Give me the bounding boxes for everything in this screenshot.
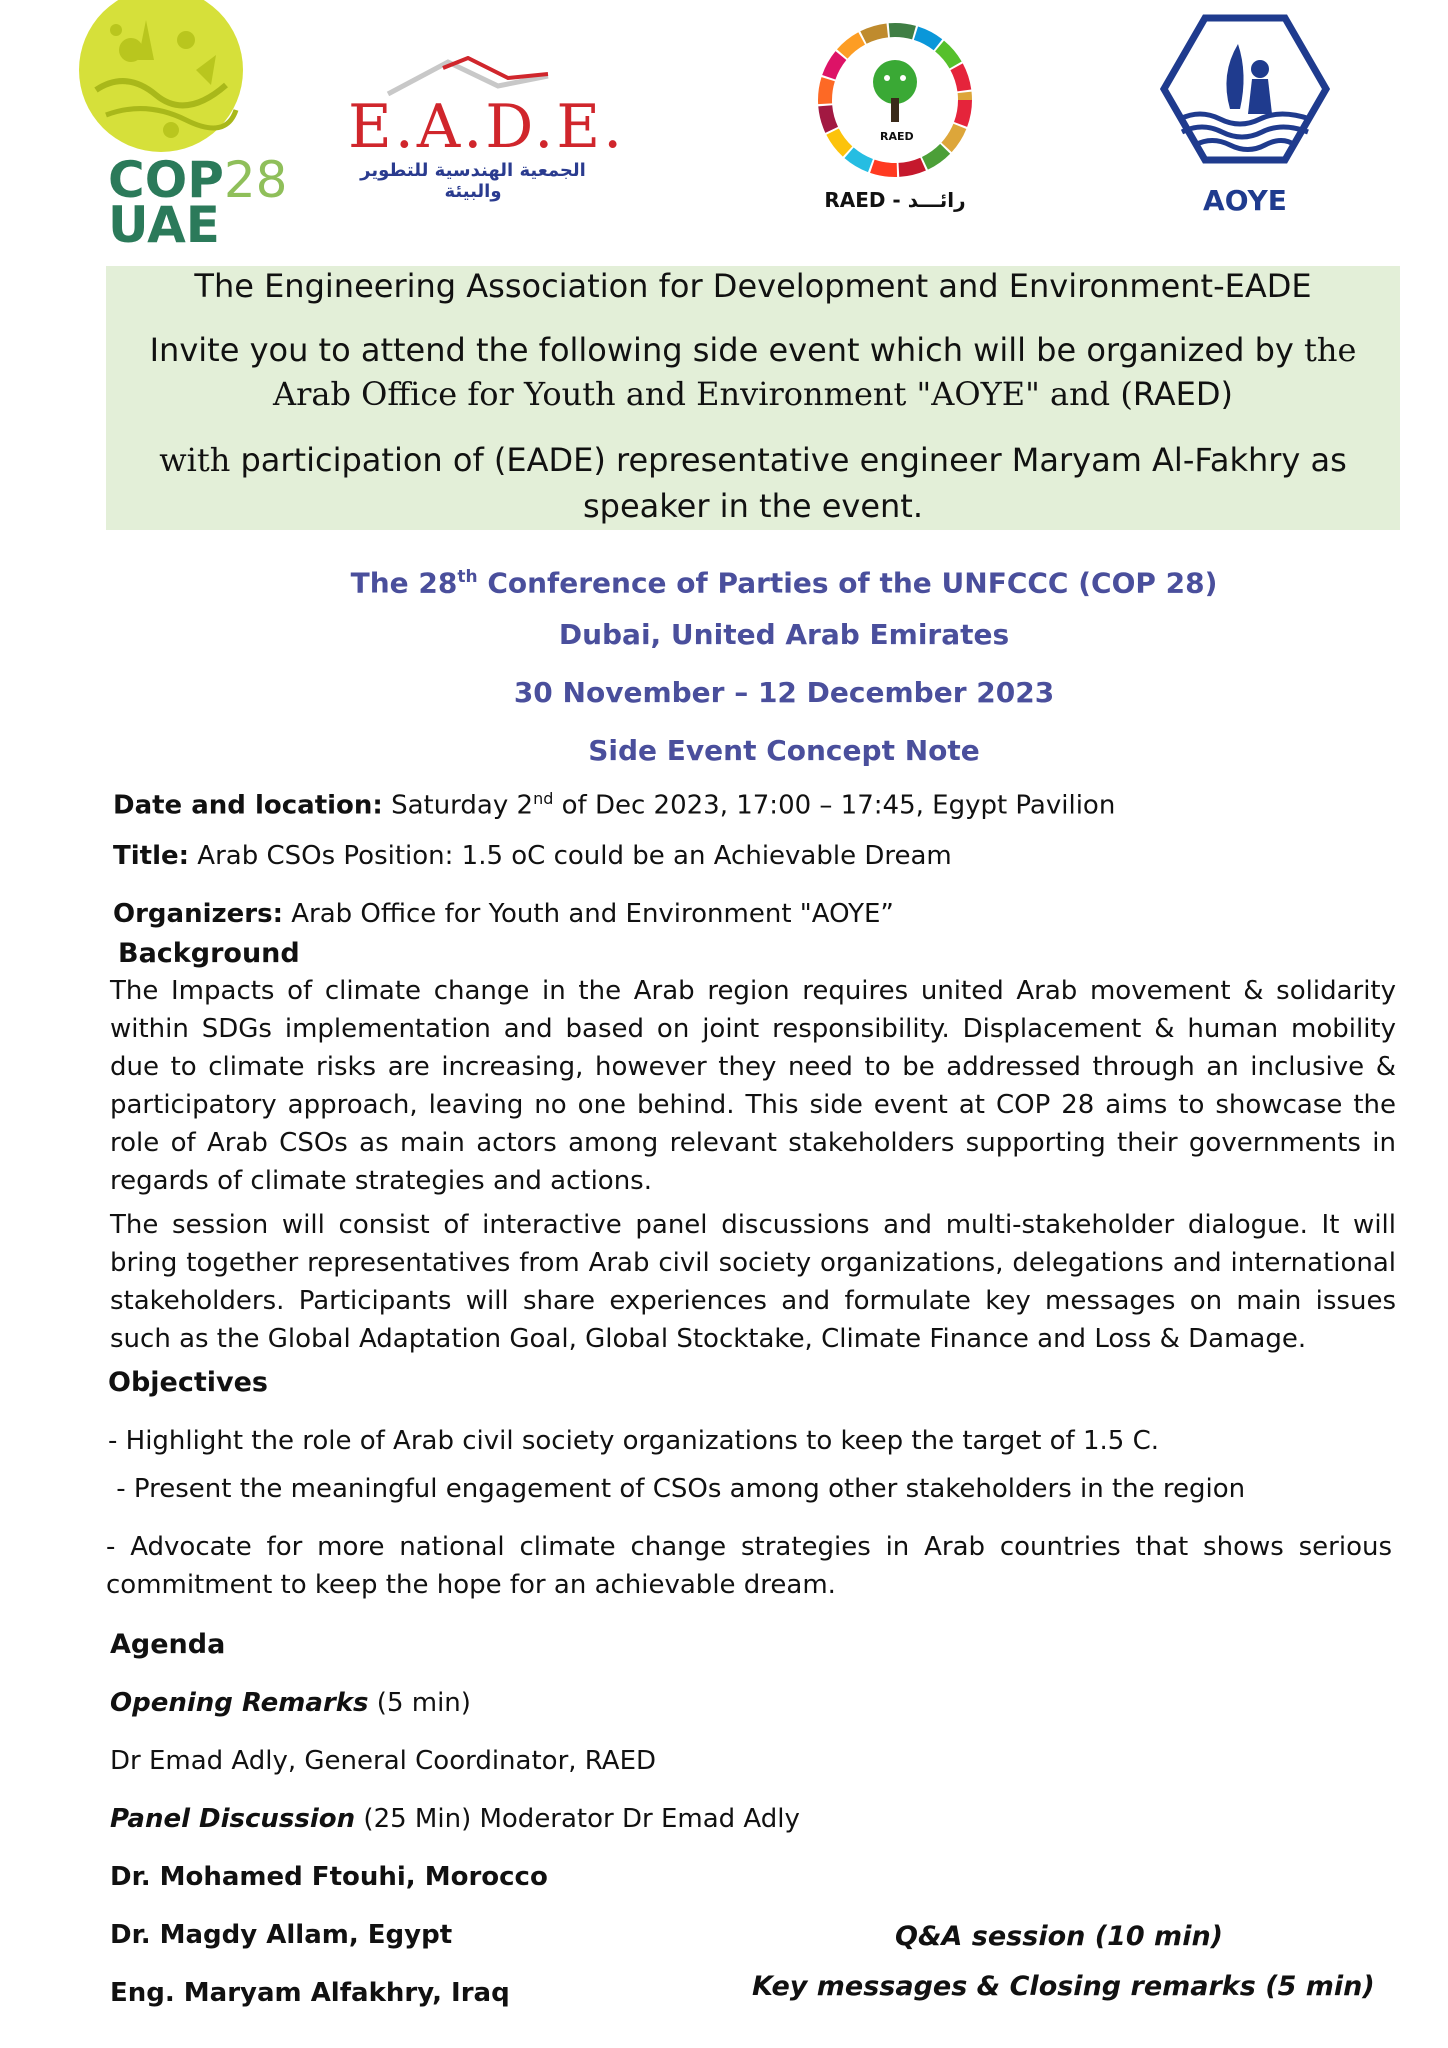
conference-title: The 28th Conference of Parties of the UNFCCC (COP 28) — [350, 566, 1218, 600]
eade-name: E.A.D.E. — [348, 92, 626, 162]
eade-arabic-name: الجمعية الهندسية للتطوير والبيئة — [360, 160, 586, 202]
cop-text: COP — [108, 151, 224, 209]
event-city: Dubai, United Arab Emirates — [558, 618, 1010, 651]
objective-item: - Advocate for more national climate change strategies in Arab countries that shows serious commitment to keep the hope for an achievable dream. — [106, 1532, 1392, 1600]
raed-ring-icon — [815, 20, 975, 180]
cop-number: 28 — [223, 151, 288, 209]
panel-speaker: Dr. Mohamed Ftouhi, Morocco — [110, 1862, 548, 1892]
aoye-hexagon-icon — [1160, 14, 1330, 164]
objectives-heading: Objectives — [108, 1367, 268, 1398]
event-title: Title: Arab CSOs Position: 1.5 oC could be an Achievable Dream — [113, 841, 952, 871]
raed-caption: RAED - رائـــد — [824, 188, 966, 212]
panel-speaker: Dr. Magdy Allam, Egypt — [110, 1920, 453, 1950]
opening-remarks: Opening Remarks (5 min) — [110, 1688, 471, 1718]
panel-discussion: Panel Discussion (25 Min) Moderator Dr Emad Adly — [110, 1804, 800, 1834]
eade-roof-icon — [348, 56, 578, 96]
uae-text: UAE — [108, 196, 220, 254]
event-dates: 30 November – 12 December 2023 — [513, 676, 1055, 709]
raed-logo — [810, 20, 980, 215]
header-line-2: Invite you to attend the following side event which will be organized by the — [149, 331, 1357, 369]
objective-item: - Present the meaningful engagement of CSOs among other stakeholders in the region — [108, 1474, 1246, 1504]
eade-logo — [348, 56, 626, 202]
header-line-3: Arab Office for Youth and Environment "AOYE" and (RAED) — [273, 375, 1233, 413]
opening-speaker: Dr Emad Adly, General Coordinator, RAED — [110, 1746, 657, 1776]
background-heading: Background — [118, 938, 300, 969]
header-line-5: speaker in the event. — [582, 487, 924, 525]
cop28-logo — [76, 0, 288, 254]
agenda-heading: Agenda — [110, 1629, 226, 1660]
raed-inner-label: RAED — [880, 130, 914, 143]
background-paragraph-2: The session will consist of interactive panel discussions and multi-stakeholder dialogue. It will bring together representatives from Arab civil society organizations, delegations and international stakeholders. Participants will share experiences and formulate key messages on main issues such as the Global Adaptation Goal, Global Stocktake, Climate Finance and Loss & Damage. — [110, 1210, 1396, 1354]
objective-item: - Highlight the role of Arab civil society organizations to keep the target of 1.5 C. — [108, 1426, 1160, 1456]
header-line-1: The Engineering Association for Development and Environment-EADE — [194, 267, 1312, 305]
closing-remarks: Key messages & Closing remarks (5 min) — [752, 1971, 1375, 2002]
concept-note-title: Side Event Concept Note — [588, 734, 980, 767]
panel-speaker: Eng. Maryam Alfakhry, Iraq — [110, 1978, 510, 2008]
organizers: Organizers: Arab Office for Youth and Environment "AOYE” — [113, 899, 894, 929]
background-paragraph-1: The Impacts of climate change in the Arab region requires united Arab movement & solidarity within SDGs implementation and based on joint responsibility. Displacement & human mobility due to climate risks are increasing, however they need to be addressed through an inclusive & participatory approach, leaving no one behind. This side event at COP 28 aims to showcase the role of Arab CSOs as main actors among relevant stakeholders supporting their governments in regards of climate strategies and actions. — [110, 976, 1396, 1196]
date-location: Date and location: Saturday 2nd of Dec 2023, 17:00 – 17:45, Egypt Pavilion — [113, 789, 1116, 821]
invitation-header — [106, 266, 1400, 530]
qa-session: Q&A session (10 min) — [895, 1921, 1224, 1952]
aoye-caption: AOYE — [1203, 184, 1287, 217]
header-line-4: with participation of (EADE) representative engineer Maryam Al-Fakhry as — [159, 441, 1347, 479]
cop28-globe-icon — [76, 0, 246, 155]
aoye-logo — [1160, 14, 1335, 217]
